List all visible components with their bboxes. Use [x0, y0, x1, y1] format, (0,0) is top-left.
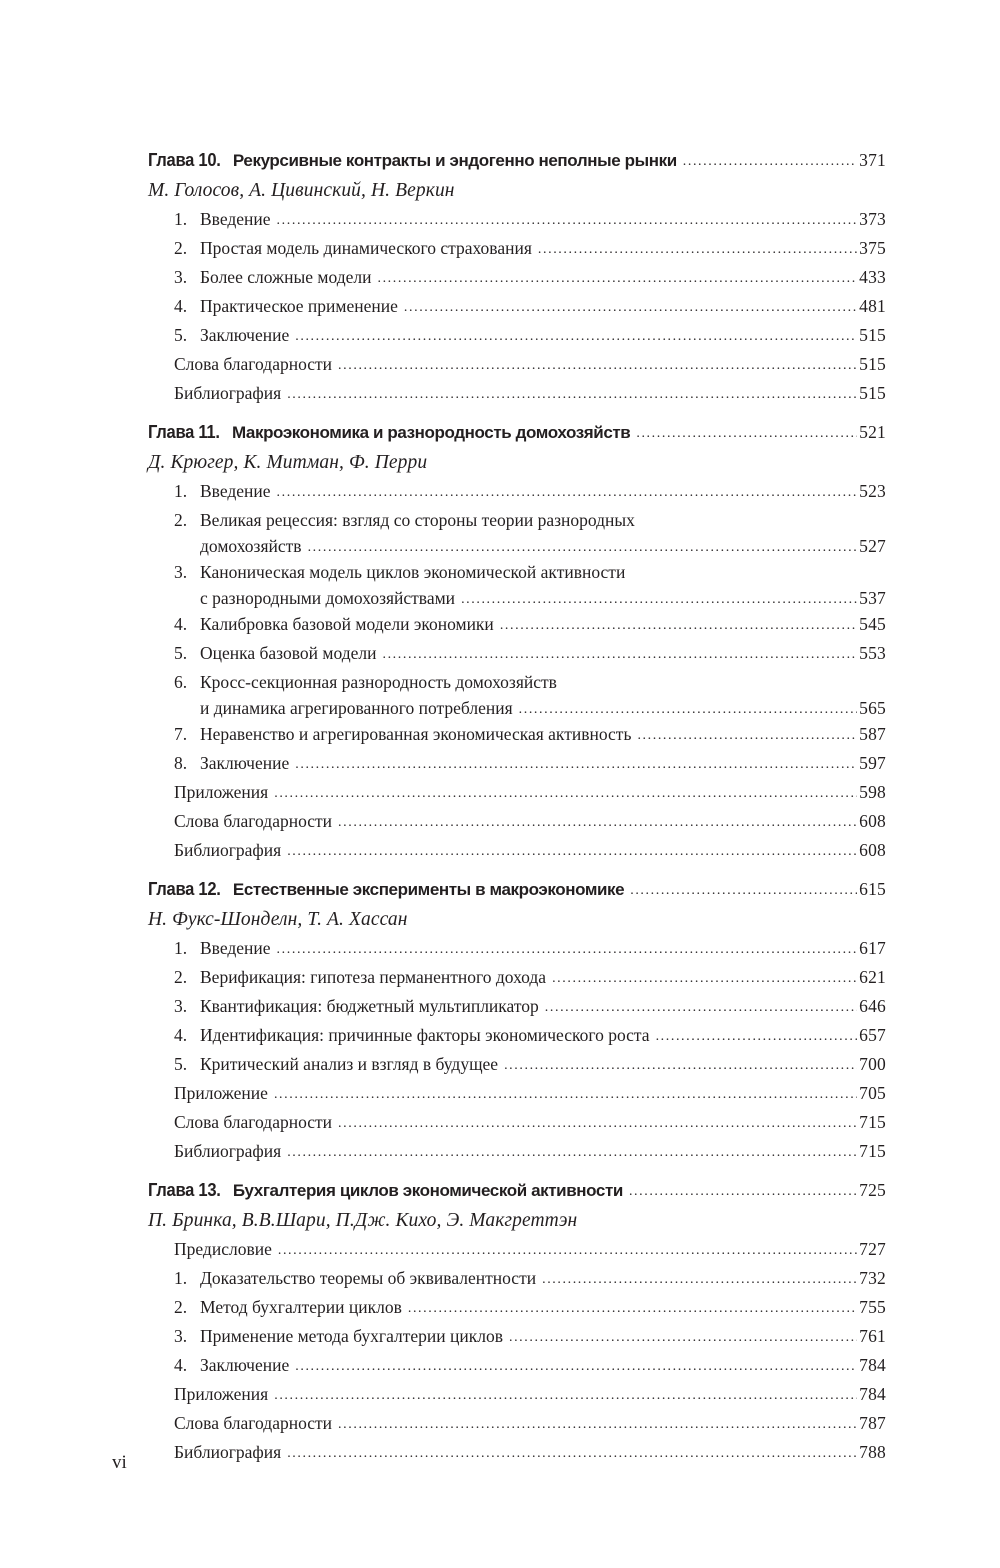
dot-leader — [382, 641, 857, 668]
entry-page-number: 597 — [859, 753, 886, 773]
entry-title: Квантификация: бюджетный мультипликатор — [200, 996, 539, 1016]
entry-number: 5. — [174, 643, 188, 663]
entry-title: Слова благодарности — [174, 354, 333, 374]
dot-leader — [295, 323, 857, 350]
chapter-title: Макроэкономика и разнородность домохозяйств — [231, 423, 631, 442]
chapter-section — [148, 875, 886, 1167]
dot-leader — [278, 1237, 857, 1264]
dot-leader — [274, 1081, 857, 1108]
entry-title: Заключение — [200, 1355, 290, 1375]
chapter-page-number: 371 — [859, 150, 886, 170]
entry-number: 5. — [174, 1054, 188, 1074]
entry-page-number: 646 — [859, 996, 886, 1016]
dot-leader — [277, 207, 858, 234]
entry-number: 3. — [174, 996, 188, 1016]
toc-entry[interactable] — [148, 1410, 886, 1439]
entry-title: Слова благодарности — [174, 1112, 333, 1132]
entry-number: 3. — [174, 267, 188, 287]
toc-entry[interactable] — [148, 380, 886, 409]
entry-title: Применение метода бухгалтерии циклов — [200, 1326, 503, 1346]
toc-entry[interactable] — [148, 779, 886, 808]
chapter-label: Глава 11. — [148, 422, 220, 442]
chapter-section — [148, 146, 886, 409]
entry-page-number: 784 — [859, 1384, 886, 1404]
entry-title: Оценка базовой модели — [200, 643, 377, 663]
entry-number: 2. — [174, 510, 188, 530]
entry-page-number: 481 — [859, 296, 886, 316]
dot-leader — [683, 147, 857, 176]
entry-number: 8. — [174, 753, 188, 773]
entry-title: Слова благодарности — [174, 811, 333, 831]
entry-page-number: 788 — [859, 1442, 886, 1462]
entry-title: Заключение — [200, 325, 290, 345]
dot-leader — [277, 936, 858, 963]
entry-page-number: 755 — [859, 1297, 886, 1317]
entry-page-number: 700 — [859, 1054, 886, 1074]
chapter-page-number: 521 — [859, 422, 886, 442]
chapter-authors: М. Голосов, А. Цивинский, Н. Веркин — [148, 180, 455, 201]
entry-page-number: 608 — [859, 811, 886, 831]
toc-entry[interactable] — [148, 559, 886, 611]
entry-number: 2. — [174, 238, 188, 258]
entry-page-number: 657 — [859, 1025, 886, 1045]
chapter-section — [148, 1176, 886, 1468]
entry-title: Приложения — [174, 782, 269, 802]
dot-leader — [295, 1353, 857, 1380]
entry-title: Идентификация: причинные факторы экономического роста — [200, 1025, 650, 1045]
dot-leader — [308, 535, 858, 561]
entry-title: Великая рецессия: взгляд со стороны теории разнородных — [200, 510, 635, 530]
entry-title: Метод бухгалтерии циклов — [200, 1297, 402, 1317]
entry-number: 4. — [174, 296, 188, 316]
toc-entry[interactable] — [148, 507, 886, 559]
entry-page-number: 598 — [859, 782, 886, 802]
chapter-title: Бухгалтерия циклов экономической активности — [232, 1181, 623, 1200]
dot-leader — [287, 1139, 857, 1166]
chapter-heading[interactable] — [148, 875, 886, 904]
dot-leader — [274, 780, 857, 807]
entry-page-number: 761 — [859, 1326, 886, 1346]
toc-entry[interactable] — [148, 993, 886, 1022]
dot-leader — [408, 1295, 857, 1322]
toc-entry[interactable] — [148, 837, 886, 866]
toc-entry[interactable] — [148, 611, 886, 640]
dot-leader — [461, 587, 857, 613]
toc-entry[interactable] — [148, 1265, 886, 1294]
dot-leader — [338, 352, 857, 379]
entry-number: 6. — [174, 672, 188, 692]
toc-entry[interactable] — [148, 1022, 886, 1051]
entry-title: Верификация: гипотеза перманентного дохода — [200, 967, 547, 987]
entry-title: Введение — [200, 481, 271, 501]
dot-leader — [274, 1382, 857, 1409]
entry-title: Калибровка базовой модели экономики — [200, 614, 494, 634]
entry-title: Критический анализ и взгляд в будущее — [200, 1054, 499, 1074]
entry-title: Предисловие — [174, 1239, 272, 1259]
entry-number: 3. — [174, 1326, 188, 1346]
chapter-authors: П. Бринка, В.В.Шари, П.Дж. Кихо, Э. Макгреттэн — [148, 1210, 578, 1231]
toc-entry[interactable] — [148, 478, 886, 507]
entry-title: Приложение — [174, 1083, 268, 1103]
dot-leader — [630, 876, 857, 905]
entry-page-number: 705 — [859, 1083, 886, 1103]
table-of-contents — [148, 146, 886, 1477]
entry-page-number: 617 — [859, 938, 886, 958]
toc-entry[interactable] — [148, 669, 886, 721]
entry-title: Введение — [200, 209, 271, 229]
dot-leader — [542, 1266, 857, 1293]
toc-entry[interactable] — [148, 322, 886, 351]
dot-leader — [637, 722, 857, 749]
entry-number: 1. — [174, 938, 188, 958]
entry-page-number: 732 — [859, 1268, 886, 1288]
dot-leader — [277, 479, 858, 506]
toc-entry-line — [174, 507, 886, 533]
dot-leader — [656, 1023, 858, 1050]
entry-page-number: 523 — [859, 481, 886, 501]
dot-leader — [504, 1052, 857, 1079]
dot-leader — [338, 1110, 857, 1137]
chapter-authors: Д. Крюгер, К. Митман, Ф. Перри — [148, 452, 428, 473]
entry-number: 4. — [174, 1355, 188, 1375]
chapter-page-number: 725 — [859, 1180, 886, 1200]
entry-page-number: 515 — [859, 383, 886, 403]
entry-page-number: 565 — [859, 698, 886, 718]
page-folio: vi — [112, 1452, 127, 1473]
chapter-label: Глава 12. — [148, 879, 221, 899]
entry-page-number: 715 — [859, 1112, 886, 1132]
entry-title: Простая модель динамического страхования — [200, 238, 532, 258]
chapter-label: Глава 10. — [148, 150, 221, 170]
entry-page-number: 545 — [859, 614, 886, 634]
entry-page-number: 727 — [859, 1239, 886, 1259]
chapter-heading[interactable] — [148, 418, 886, 447]
entry-title: Практическое применение — [200, 296, 398, 316]
dot-leader — [545, 994, 857, 1021]
toc-entry[interactable] — [148, 1051, 886, 1080]
toc-entry[interactable] — [148, 1323, 886, 1352]
toc-entry[interactable] — [148, 964, 886, 993]
toc-entry[interactable] — [148, 935, 886, 964]
entry-page-number: 621 — [859, 967, 886, 987]
dot-leader — [377, 265, 857, 292]
toc-entry[interactable] — [148, 1381, 886, 1410]
entry-page-number: 587 — [859, 724, 886, 744]
toc-entry[interactable] — [148, 351, 886, 380]
toc-entry-line — [174, 533, 886, 559]
dot-leader — [287, 838, 857, 865]
entry-number: 1. — [174, 1268, 188, 1288]
entry-number: 1. — [174, 209, 188, 229]
entry-number: 7. — [174, 724, 188, 744]
dot-leader — [287, 1440, 857, 1467]
toc-entry[interactable] — [148, 1439, 886, 1468]
chapter-label: Глава 13. — [148, 1180, 221, 1200]
entry-title-continued: и динамика агрегированного потребления — [200, 698, 513, 718]
toc-entry[interactable] — [148, 235, 886, 264]
toc-entry-line — [174, 559, 886, 585]
entry-title: Приложения — [174, 1384, 269, 1404]
entry-page-number: 787 — [859, 1413, 886, 1433]
entry-number: 2. — [174, 967, 188, 987]
entry-page-number: 537 — [859, 588, 886, 608]
toc-entry[interactable] — [148, 264, 886, 293]
toc-entry[interactable] — [148, 1236, 886, 1265]
dot-leader — [552, 965, 857, 992]
entry-title: Слова благодарности — [174, 1413, 333, 1433]
entry-title-continued: с разнородными домохозяйствами — [200, 588, 456, 608]
toc-entry[interactable] — [148, 1080, 886, 1109]
chapter-section — [148, 418, 886, 866]
dot-leader — [538, 236, 857, 263]
entry-number: 2. — [174, 1297, 188, 1317]
toc-entry[interactable] — [148, 1294, 886, 1323]
entry-page-number: 553 — [859, 643, 886, 663]
entry-page-number: 373 — [859, 209, 886, 229]
entry-title-continued: домохозяйств — [200, 536, 302, 556]
entry-title: Кросс-секционная разнородность домохозяйств — [200, 672, 557, 692]
entry-number: 4. — [174, 614, 188, 634]
chapter-title: Естественные эксперименты в макроэкономике — [232, 880, 625, 899]
toc-entry-line — [174, 585, 886, 611]
chapter-authors: Н. Фукс-Шонделн, Т. А. Хассан — [148, 909, 408, 930]
toc-entry[interactable] — [148, 640, 886, 669]
chapter-heading[interactable] — [148, 1176, 886, 1205]
dot-leader — [338, 1411, 857, 1438]
chapter-title: Рекурсивные контракты и эндогенно неполные рынки — [232, 151, 677, 170]
entry-page-number: 715 — [859, 1141, 886, 1161]
toc-entry[interactable] — [148, 1352, 886, 1381]
entry-page-number: 515 — [859, 325, 886, 345]
entry-title: Библиография — [174, 383, 282, 403]
entry-title: Библиография — [174, 1141, 282, 1161]
entry-page-number: 608 — [859, 840, 886, 860]
dot-leader — [636, 419, 857, 448]
toc-entry[interactable] — [148, 1109, 886, 1138]
dot-leader — [629, 1177, 857, 1206]
entry-page-number: 784 — [859, 1355, 886, 1375]
entry-page-number: 433 — [859, 267, 886, 287]
entry-title: Каноническая модель циклов экономической активности — [200, 562, 626, 582]
toc-entry[interactable] — [148, 206, 886, 235]
entry-title: Доказательство теоремы об эквивалентности — [200, 1268, 537, 1288]
dot-leader — [404, 294, 857, 321]
dot-leader — [509, 1324, 857, 1351]
dot-leader — [519, 697, 858, 723]
entry-title: Библиография — [174, 840, 282, 860]
dot-leader — [295, 751, 857, 778]
chapter-heading[interactable] — [148, 146, 886, 175]
entry-number: 1. — [174, 481, 188, 501]
entry-page-number: 515 — [859, 354, 886, 374]
entry-title: Введение — [200, 938, 271, 958]
entry-page-number: 375 — [859, 238, 886, 258]
dot-leader — [338, 809, 857, 836]
toc-entry-line — [174, 695, 886, 721]
entry-number: 3. — [174, 562, 188, 582]
toc-entry[interactable] — [148, 808, 886, 837]
entry-number: 5. — [174, 325, 188, 345]
toc-entry-line — [174, 669, 886, 695]
dot-leader — [287, 381, 857, 408]
entry-page-number: 527 — [859, 536, 886, 556]
dot-leader — [500, 612, 857, 639]
entry-title: Неравенство и агрегированная экономическая активность — [200, 724, 632, 744]
entry-number: 4. — [174, 1025, 188, 1045]
entry-title: Более сложные модели — [200, 267, 372, 287]
entry-title: Библиография — [174, 1442, 282, 1462]
chapter-page-number: 615 — [859, 879, 886, 899]
toc-entry[interactable] — [148, 293, 886, 322]
toc-entry[interactable] — [148, 721, 886, 750]
toc-entry[interactable] — [148, 750, 886, 779]
entry-title: Заключение — [200, 753, 290, 773]
toc-entry[interactable] — [148, 1138, 886, 1167]
